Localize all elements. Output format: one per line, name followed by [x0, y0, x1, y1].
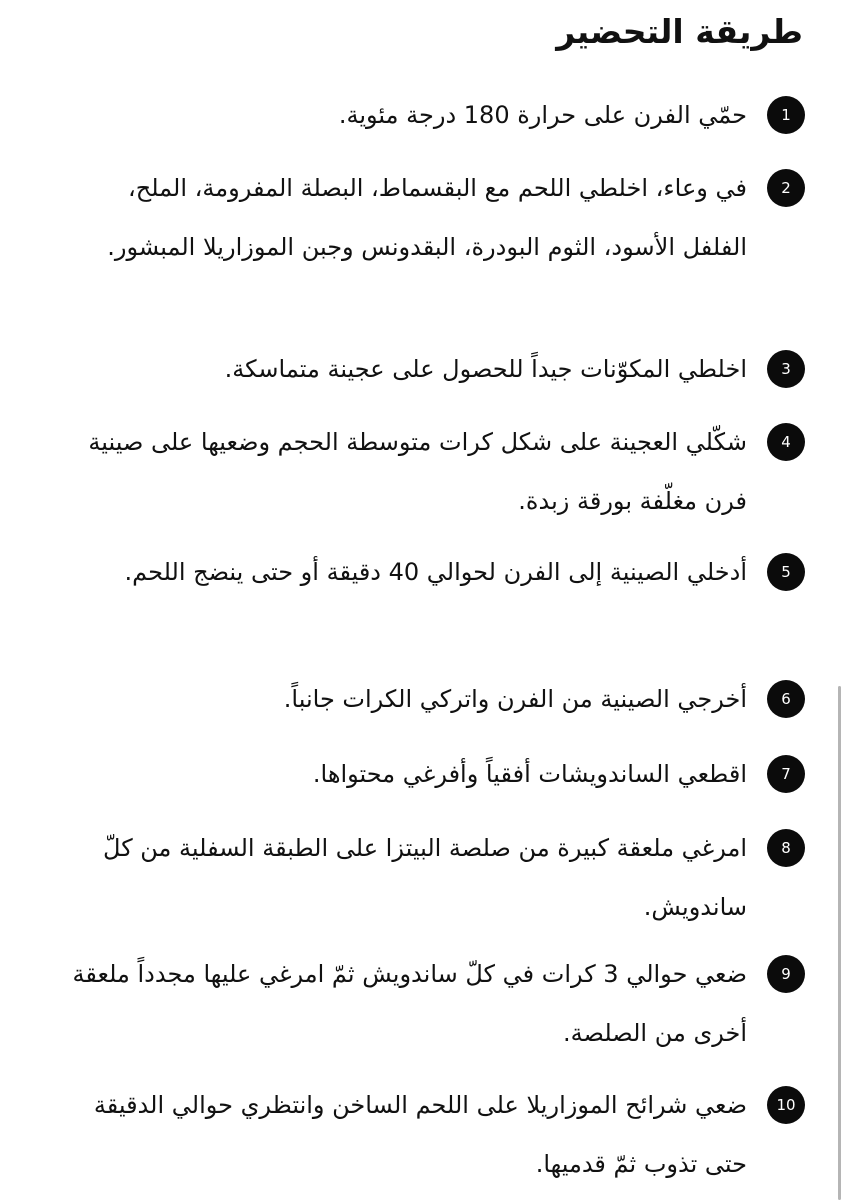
step-text: في وعاء، اخلطي اللحم مع البقسماط، البصلة المفرومة، الملح، الفلفل الأسود، الثوم البودرة، البقدونس وجبن الموزاريلا المبشور. — [107, 174, 747, 261]
step-text: اخلطي المكوّنات جيداً للحصول على عجينة متماسكة. — [224, 355, 747, 383]
step-number: 4 — [767, 423, 805, 461]
step-text: امرغي ملعقة كبيرة من صلصة البيتزا على الطبقة السفلية من كلّ ساندويش. — [103, 834, 747, 921]
step-text: أدخلي الصينية إلى الفرن لحوالي 40 دقيقة أو حتى ينضج اللحم. — [124, 558, 747, 586]
page-title: طريقة التحضير — [556, 12, 803, 51]
step-number: 1 — [767, 96, 805, 134]
step-number: 7 — [767, 755, 805, 793]
step-number: 5 — [767, 553, 805, 591]
step-text: حمّي الفرن على حرارة 180 درجة مئوية. — [338, 101, 747, 129]
step-number: 9 — [767, 955, 805, 993]
step-text: أخرجي الصينية من الفرن واتركي الكرات جانباً. — [283, 685, 747, 713]
step-text: اقطعي الساندويشات أفقياً وأفرغي محتواها. — [312, 760, 747, 788]
step-number: 3 — [767, 350, 805, 388]
step-text: شكّلي العجينة على شكل كرات متوسطة الحجم وضعيها على صينية فرن مغلّفة بورقة زبدة. — [88, 428, 747, 515]
step-number: 6 — [767, 680, 805, 718]
step-number: 8 — [767, 829, 805, 867]
step-number: 2 — [767, 169, 805, 207]
step-number: 10 — [767, 1086, 805, 1124]
step-text: ضعي حوالي 3 كرات في كلّ ساندويش ثمّ امرغي عليها مجدداً ملعقة أخرى من الصلصة. — [72, 960, 747, 1047]
scrollbar[interactable] — [838, 686, 841, 1200]
step-text: ضعي شرائح الموزاريلا على اللحم الساخن وانتظري حوالي الدقيقة حتى تذوب ثمّ قدميها. — [93, 1091, 747, 1178]
